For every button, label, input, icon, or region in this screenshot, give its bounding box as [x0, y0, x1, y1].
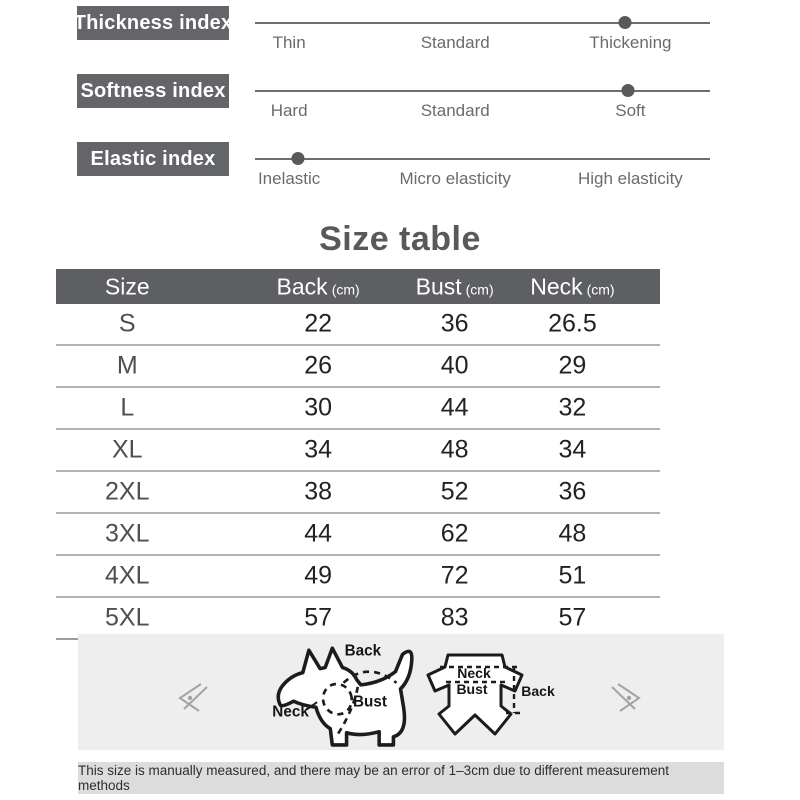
table-row-2xl: 2XL 38 52 36	[56, 472, 660, 514]
shirt-back-label: Back	[521, 683, 555, 699]
shirt-bust-label: Bust	[456, 681, 488, 697]
table-row-3xl: 3XL 44 62 48	[56, 514, 660, 556]
dog-neck-label: Neck	[272, 703, 309, 721]
softness-marker-dot	[622, 84, 635, 97]
size-table	[56, 269, 660, 640]
elastic-option-micro: Micro elasticity	[399, 169, 511, 188]
thickness-track	[255, 22, 710, 24]
dog-back-label: Back	[344, 642, 382, 660]
col-bust: Bust	[415, 273, 462, 299]
elastic-track	[255, 158, 710, 160]
thickness-marker-dot	[618, 16, 631, 29]
col-neck: Neck	[530, 273, 583, 299]
thickness-option-standard: Standard	[420, 33, 490, 52]
col-size: Size	[104, 273, 150, 299]
table-row-xl: XL 34 48 34	[56, 430, 660, 472]
table-row-m: M 26 40 29	[56, 346, 660, 388]
size-table-header	[56, 269, 660, 304]
prev-arrow-icon[interactable]	[174, 678, 210, 714]
elastic-index-label: Elastic index	[77, 142, 229, 176]
col-back-unit: (cm)	[331, 281, 360, 297]
measurement-disclaimer: This size is manually measured, and there may be an error of 1–3cm due to different measurement methods	[78, 762, 724, 794]
softness-track	[255, 90, 710, 92]
col-bust-unit: (cm)	[465, 281, 494, 297]
dog-measurement-illustration	[264, 636, 422, 748]
dog-outline	[278, 648, 412, 745]
thickness-index-slider	[0, 6, 800, 66]
col-neck-unit: (cm)	[586, 281, 615, 297]
measurement-diagram	[78, 634, 724, 750]
softness-option-hard: Hard	[270, 101, 308, 120]
table-row-5xl: 5XL 57 83 57	[56, 598, 660, 640]
softness-index-slider	[0, 74, 800, 134]
thickness-option-thin: Thin	[272, 33, 306, 52]
dog-bust-label: Bust	[353, 693, 387, 711]
thickness-index-label: Thickness index	[77, 6, 229, 40]
table-row-4xl: 4XL 49 72 51	[56, 556, 660, 598]
table-row-l: L 30 44 32	[56, 388, 660, 430]
softness-option-standard: Standard	[420, 101, 490, 120]
elastic-marker-dot	[292, 152, 305, 165]
shirt-neck-label: Neck	[457, 665, 491, 681]
softness-index-label: Softness index	[77, 74, 229, 108]
elastic-option-inelastic: Inelastic	[257, 169, 321, 188]
elastic-index-slider	[0, 142, 800, 202]
next-arrow-icon[interactable]	[609, 678, 645, 714]
table-row-s: S 22 36 26.5	[56, 304, 660, 346]
size-table-title: Size table	[319, 220, 481, 258]
col-back: Back	[276, 273, 328, 299]
elastic-option-high: High elasticity	[577, 169, 683, 188]
softness-option-soft: Soft	[615, 101, 646, 120]
shirt-measurement-illustration	[426, 644, 578, 742]
thickness-option-thickening: Thickening	[589, 33, 672, 52]
